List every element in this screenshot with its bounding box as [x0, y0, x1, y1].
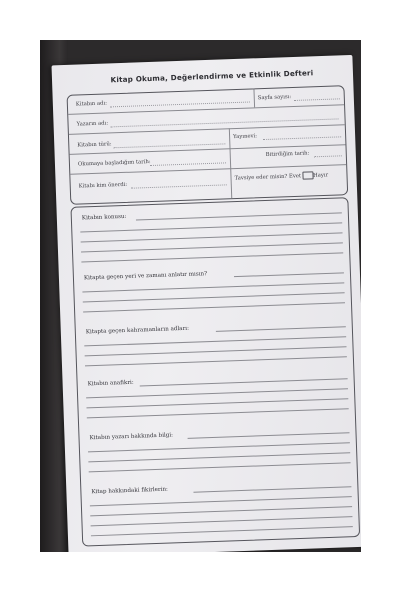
writing-line[interactable]: [87, 408, 349, 418]
publisher-field[interactable]: [263, 136, 341, 140]
writing-line[interactable]: [81, 242, 343, 252]
writing-line[interactable]: [136, 212, 342, 220]
book-name-field[interactable]: [110, 102, 250, 108]
recommended-by-label: Kitabı kim önerdi:: [78, 181, 128, 190]
section-subject-label: Kitabın konusu:: [81, 213, 127, 222]
writing-line[interactable]: [188, 432, 350, 439]
writing-line[interactable]: [81, 252, 343, 262]
start-date-field[interactable]: [150, 162, 226, 166]
writing-line[interactable]: [81, 232, 343, 242]
writing-line[interactable]: [82, 282, 344, 292]
writing-line[interactable]: [234, 272, 344, 277]
page-count-field[interactable]: [294, 98, 340, 101]
writing-line[interactable]: [140, 378, 348, 386]
notebook-page: [52, 55, 361, 552]
writing-line[interactable]: [80, 222, 342, 232]
author-label: Yazarın adı:: [76, 120, 109, 128]
publisher-label: Yayınevi:: [233, 133, 258, 141]
recommend-label: Tavsiye eder misin? Evet: [234, 173, 302, 182]
finish-date-field[interactable]: [314, 155, 342, 157]
writing-line[interactable]: [90, 506, 352, 516]
recommended-by-field[interactable]: [131, 184, 227, 188]
no-checkbox[interactable]: [302, 171, 313, 179]
section-place-time-label: Kitapta geçen yeri ve zamanı anlatır mısın?: [83, 271, 208, 282]
writing-line[interactable]: [88, 442, 350, 452]
writing-line[interactable]: [90, 496, 352, 506]
finish-date-label: Bitirdiğim tarih:: [265, 150, 310, 158]
writing-line[interactable]: [86, 388, 348, 398]
section-characters-label: Kitapta geçen kahramanların adları:: [85, 325, 190, 336]
writing-line[interactable]: [91, 526, 353, 536]
writing-line[interactable]: [84, 336, 346, 346]
section-author-info-label: Kitabın yazarı hakkında bilgi:: [89, 432, 174, 442]
section-main-idea-label: Kitabın anafikri:: [87, 379, 134, 388]
genre-label: Kitabın türü:: [77, 141, 112, 149]
writing-line[interactable]: [83, 302, 345, 312]
writing-line[interactable]: [85, 356, 347, 366]
writing-line[interactable]: [91, 516, 353, 526]
section-opinions-label: Kitap hakkındaki fikirlerin:: [91, 486, 169, 496]
genre-field[interactable]: [113, 143, 225, 148]
book-info-box: [67, 85, 349, 205]
page-count-label: Sayfa sayısı:: [257, 94, 292, 102]
writing-line[interactable]: [216, 326, 346, 332]
writing-line[interactable]: [83, 292, 345, 302]
recommend-question: [234, 171, 328, 182]
book-name-label: Kitabın adı:: [75, 100, 108, 108]
writing-line[interactable]: [85, 346, 347, 356]
page-title: Kitap Okuma, Değerlendirme ve Etkinlik Defteri: [110, 68, 314, 85]
writing-line[interactable]: [89, 462, 351, 472]
photo-frame: [40, 40, 361, 552]
writing-area: [70, 197, 360, 546]
writing-line[interactable]: [88, 452, 350, 462]
writing-line[interactable]: [193, 486, 351, 493]
start-date-label: Okumaya başladığım tarih:: [77, 159, 151, 168]
writing-line[interactable]: [86, 398, 348, 408]
no-label: Hayır: [312, 172, 329, 179]
